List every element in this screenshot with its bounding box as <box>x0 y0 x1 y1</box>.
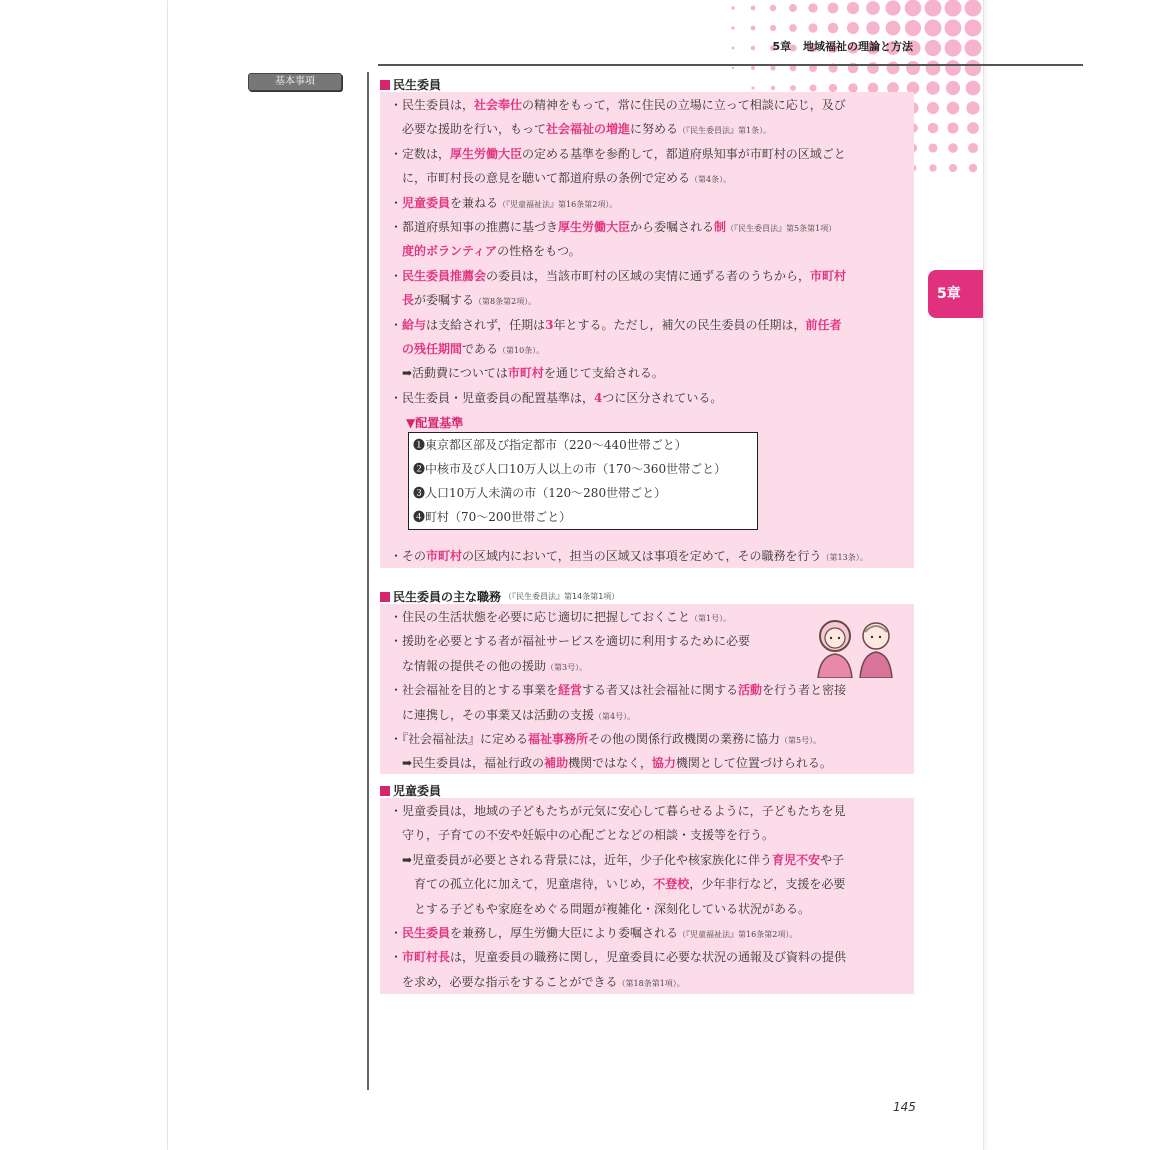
list-line: ・民生委員・児童委員の配置基準は，4つに区分されている。 <box>390 390 723 405</box>
list-line: 育ての孤立化に加えて，児童虐待，いじめ，不登校，少年非行など，支援を必要 <box>390 877 846 892</box>
square-bullet-icon <box>380 592 390 602</box>
list-line: 守り，子育ての不安や妊娠中の心配ごとなどの相談・支援等を行う。 <box>390 828 775 843</box>
decorative-dot <box>770 25 776 31</box>
decorative-dot <box>731 46 734 49</box>
decorative-dot <box>829 84 837 92</box>
decorative-dot <box>751 46 755 50</box>
decorative-dot <box>731 26 734 29</box>
list-line: ・児童委員を兼ねる（『児童福祉法』第16条第2項）。 <box>390 195 618 210</box>
section-title-text: 児童委員 <box>393 784 442 798</box>
list-item: ・その市町村の区域内において，担当の区域又は事項を定めて，その職務を行う（第13条）。 <box>390 549 868 563</box>
decorative-dot <box>809 84 816 91</box>
decorative-dot <box>925 40 941 56</box>
section-title-shokumu <box>380 588 619 605</box>
decorative-dot <box>948 143 958 153</box>
square-bullet-icon <box>380 786 390 796</box>
table-row: ❸人口10万人未満の市（120～280世帯ごと） <box>413 486 667 500</box>
header-chapter: 5章 <box>772 40 792 53</box>
section-title-text: 民生委員 <box>393 78 442 92</box>
section-title-minsei-iin <box>380 76 441 93</box>
list-line: ・児童委員は，地域の子どもたちが元気に安心して暮らせるように，子どもたちを見 <box>390 804 846 818</box>
decorative-dot <box>945 60 961 76</box>
decorative-dot <box>751 26 756 31</box>
decorative-dot <box>926 81 939 94</box>
decorative-dot <box>965 60 981 76</box>
list-line: 長が委嘱する（第8条第2項）。 <box>402 293 537 308</box>
list-line: ・民生委員を兼務し，厚生労働大臣により委嘱される（『児童福祉法』第16条第2項）。 <box>390 926 798 940</box>
decorative-dot <box>770 65 775 70</box>
list-line: ・住民の生活状態を必要に応じ適切に把握しておくこと（第1号）。 <box>390 610 732 624</box>
decorative-dot <box>945 0 962 17</box>
page-number: 145 <box>893 1100 916 1114</box>
section-title-jido-iin <box>380 782 441 799</box>
decorative-dot <box>771 86 776 91</box>
decorative-dot <box>866 21 879 34</box>
decorative-dot <box>925 20 942 37</box>
decorative-dot <box>965 20 982 37</box>
list-line: な情報の提供その他の援助（第3号）。 <box>390 658 588 673</box>
section-citation: （『民生委員法』第14条第1項） <box>504 592 620 601</box>
table-row: ❷中核市及び人口10万人以上の市（170～360世帯ごと） <box>413 462 727 476</box>
decorative-dot <box>968 143 978 153</box>
list-line: ・民生委員推薦会の委員は，当該市町村の区域の実情に通ずる者のうちから，市町村 <box>390 268 847 283</box>
decorative-dot <box>966 81 981 96</box>
square-bullet-icon <box>380 80 390 90</box>
decorative-dot <box>967 122 979 134</box>
list-line: 度的ボランティアの性格をもつ。 <box>402 244 581 259</box>
decorative-dot <box>731 6 735 10</box>
decorative-dot <box>925 0 942 17</box>
decorative-dot <box>928 143 937 152</box>
decorative-dot <box>789 4 797 12</box>
list-line: ➡活動費については市町村を通じて支給される。 <box>390 366 664 381</box>
decorative-dot <box>790 85 796 91</box>
section-box-jido-iin <box>380 798 914 994</box>
decorative-dot <box>732 67 735 70</box>
decorative-dot <box>966 101 979 114</box>
list-line: ・都道府県知事の推薦に基づき厚生労働大臣から委嘱される制（『民生委員法』第5条第1項） <box>390 220 837 234</box>
list-line: 必要な援助を行い，もって社会福祉の増進に努める（『民生委員法』第1条）。 <box>390 122 772 137</box>
list-line: ・援助を必要とする者が福祉サービスを適切に利用するために必要 <box>390 634 751 649</box>
list-line: ➡民生委員は，福祉行政の補助機関ではなく，協力機関として位置づけられる。 <box>390 756 832 771</box>
decorative-dot <box>808 3 817 12</box>
decorative-dot <box>789 24 797 32</box>
decorative-dot <box>965 40 982 57</box>
decorative-dot <box>847 22 859 34</box>
sub-heading-haichi-kijun: ▼配置基準 <box>406 416 464 430</box>
decorative-dot <box>885 0 900 15</box>
haichi-kijun-table <box>408 432 758 530</box>
list-line: ・市町村長は，児童委員の職務に関し，児童委員に必要な状況の通報及び資料の提供 <box>390 950 847 965</box>
book-page <box>168 0 983 1150</box>
table-row: ❶東京都区部及び指定都市（220～440世帯ごと） <box>413 438 687 452</box>
decorative-dot <box>969 164 978 173</box>
list-line: ・定数は，厚生労働大臣の定める基準を参酌して，都道府県知事が市町村の区域ごと <box>390 146 846 161</box>
decorative-dot <box>808 23 817 32</box>
section-box-minsei-iin <box>380 92 914 568</box>
header-rule <box>378 64 1083 66</box>
decorative-dot <box>905 20 921 36</box>
decorative-dot <box>928 123 939 134</box>
decorative-dot <box>926 61 941 76</box>
decorative-dot <box>945 20 962 37</box>
decorative-dot <box>946 81 960 95</box>
header-title: 地域福祉の理論と方法 <box>803 40 913 53</box>
margin-vertical-rule <box>367 72 369 1090</box>
decorative-dot <box>965 0 982 17</box>
decorative-dot <box>949 164 957 172</box>
list-line: ・給与は支給されず，任期は3年とする。ただし，補欠の民生委員の任期は，前任者 <box>390 317 842 332</box>
elderly-couple-illustration <box>810 614 902 678</box>
decorative-dot <box>847 2 859 14</box>
decorative-dot <box>945 40 962 57</box>
decorative-dot <box>905 0 922 16</box>
list-line: ➡児童委員が必要とされる背景には，近年，少子化や核家族化に伴う育児不安や子 <box>390 852 845 867</box>
decorative-dot <box>886 21 901 36</box>
decorative-dot <box>947 102 960 115</box>
decorative-dot <box>770 5 776 11</box>
list-line: ・社会福祉を目的とする事業を経営する者又は社会福祉に関する活動を行う者と密接 <box>390 683 847 698</box>
list-line: の残任期間である（第10条）。 <box>402 342 545 356</box>
decorative-dot <box>947 122 958 133</box>
list-line: に，市町村長の意見を聴いて都道府県の条例で定める（第4条）。 <box>390 171 732 186</box>
decorative-dot <box>751 6 756 11</box>
list-line: ・『社会福祉法』に定める福祉事務所その他の関係行政機関の業務に協力（第5号）。 <box>390 732 822 746</box>
decorative-dot <box>828 3 839 14</box>
list-line: に連携し，その事業又は活動の支援（第4号）。 <box>390 707 636 722</box>
list-line: ・民生委員は，社会奉仕の精神をもって，常に住民の立場に立って相談に応じ，及び <box>390 98 846 112</box>
list-line: とする子どもや家庭をめぐる問題が複雑化・深刻化している状況がある。 <box>390 901 811 916</box>
list-line: を求め，必要な指示をすることができる（第18条第1項）。 <box>390 974 685 989</box>
decorative-dot <box>751 66 755 70</box>
section-box-shokumu <box>380 604 914 774</box>
section-badge: 基本事項 <box>248 73 342 91</box>
decorative-dot <box>751 86 754 89</box>
decorative-dot <box>866 1 880 15</box>
running-header <box>773 38 914 54</box>
decorative-dot <box>927 102 939 114</box>
decorative-dot <box>929 164 937 172</box>
chapter-tab[interactable]: 5章 <box>928 270 983 318</box>
decorative-dot <box>828 23 839 34</box>
section-title-text: 民生委員の主な職務 <box>393 590 502 604</box>
table-row: ❹町村（70～200世帯ごと） <box>413 510 572 524</box>
